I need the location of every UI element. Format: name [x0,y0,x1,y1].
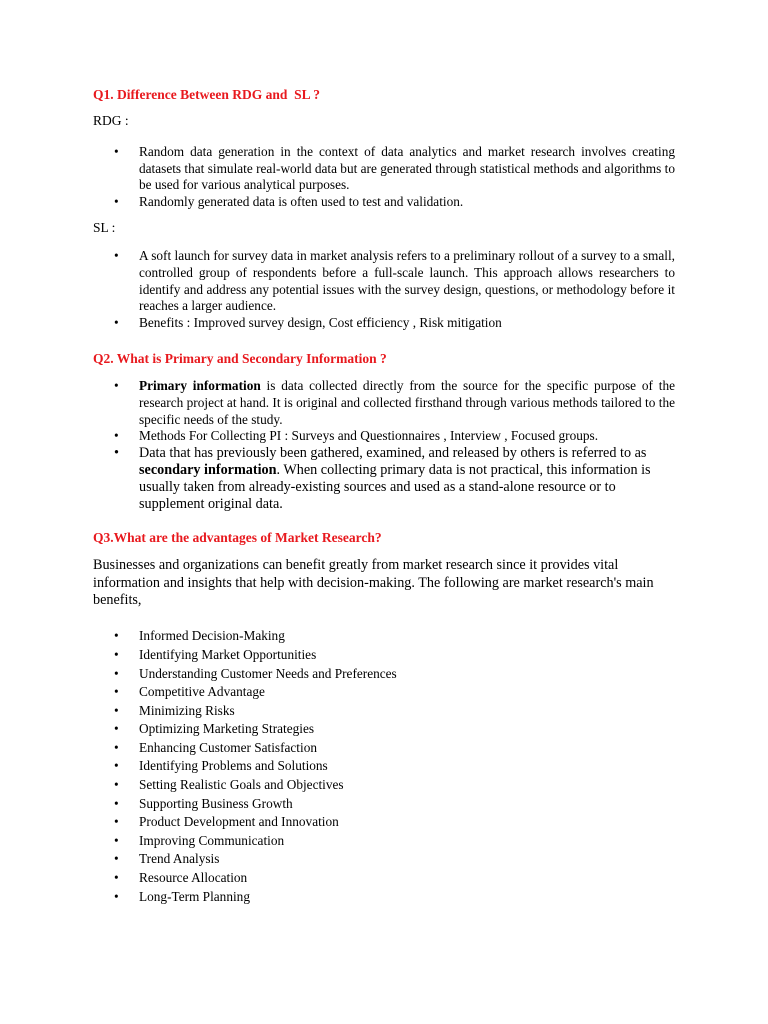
benefit-item: • Competitive Advantage [93,683,675,702]
benefit-item: • Setting Realistic Goals and Objectives [93,776,675,795]
benefit-item: • Minimizing Risks [93,702,675,721]
benefit-item: • Improving Communication [93,832,675,851]
benefit-item: • Long-Term Planning [93,888,675,907]
primary-info-point [93,378,675,428]
rdg-point: • Random data generation in the context of data analytics and market research involves creating datasets that simulate real-world data but are generated through statistical methods and algorithms to be used for various analytical purposes. [93,144,675,194]
primary-info-text: is data collected directly from the source for the specific purpose of the research project at hand. It is original and collected firsthand through various methods tailored to the specific needs of the study. [139,378,675,427]
rdg-point: • Randomly generated data is often used to test and validation. [93,194,675,211]
sl-point: • A soft launch for survey data in market analysis refers to a preliminary rollout of a survey to a small, controlled group of respondents before a full-scale launch. This approach allows researchers to identify and address any potential issues with the survey design, questions, or methodology before it reaches a larger audience. [93,248,675,314]
sl-label: SL : [93,220,116,236]
rdg-list [93,144,675,210]
benefit-item: • Supporting Business Growth [93,795,675,814]
benefit-item: • Trend Analysis [93,850,675,869]
secondary-info-term: secondary information [139,461,277,478]
q2-heading: Q2. What is Primary and Secondary Information ? [93,351,387,367]
benefit-item: • Enhancing Customer Satisfaction [93,739,675,758]
sl-list [93,248,675,331]
benefit-item: • Identifying Problems and Solutions [93,757,675,776]
benefits-list [93,627,675,906]
q2-list [93,378,675,444]
methods-point: • Methods For Collecting PI : Surveys and Questionnaires , Interview , Focused groups. [93,428,675,445]
sl-point: • Benefits : Improved survey design, Cost efficiency , Risk mitigation [93,315,675,332]
secondary-info-text-pre: Data that has previously been gathered, examined, and released by others is referred to as [139,444,647,461]
q2-list-secondary [93,445,675,513]
benefit-item: • Product Development and Innovation [93,813,675,832]
q3-heading: Q3.What are the advantages of Market Research? [93,530,382,546]
q1-heading: Q1. Difference Between RDG and SL ? [93,87,320,102]
benefit-item: • Resource Allocation [93,869,675,888]
benefit-item: • Informed Decision-Making [93,627,675,646]
rdg-label: RDG : [93,113,129,128]
q3-intro: Businesses and organizations can benefit greatly from market research since it provides vital information and insights that help with decision-making. The following are market research's main benefits, [93,557,654,608]
primary-info-term: Primary information [139,378,261,394]
benefit-item: • Optimizing Marketing Strategies [93,720,675,739]
secondary-info-text-post: . When collecting primary data is not practical, this information is usually taken from already-existing sources and used as a stand-alone resource or to supplement original data. [139,461,651,512]
benefit-item: • Identifying Market Opportunities [93,646,675,665]
document-page [93,86,675,906]
benefit-item: • Understanding Customer Needs and Preferences [93,665,675,684]
secondary-info-point [93,445,675,513]
